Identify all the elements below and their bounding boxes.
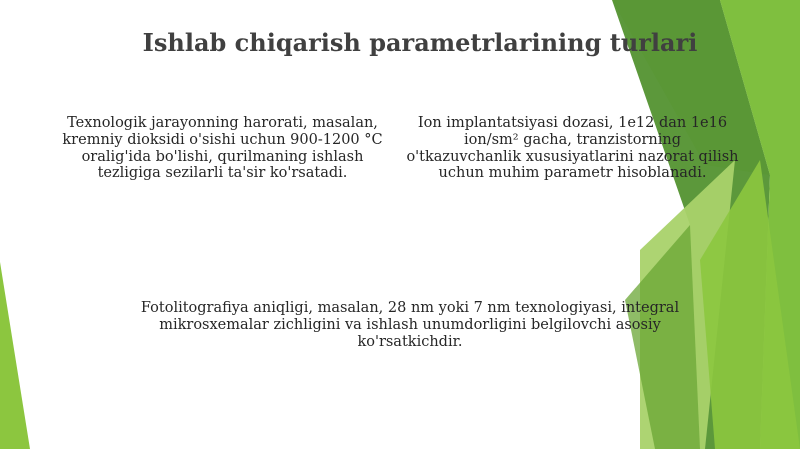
text-block-ion-implantation: Ion implantatsiyasi dozasi, 1e12 dan 1e16 ion/sm² gacha, tranzistorning o'tkazuvchanlik xususiyatlarini nazorat qilish uchun muhim parametr hisoblanadi.: [406, 115, 739, 182]
text-block-photolithography: Fotolitografiya aniqligi, masalan, 28 nm yoki 7 nm texnologiyasi, integral mikrosxemalar zichligini va ishlash unumdorligini belgilovchi asosiy ko'rsatkichdir.: [140, 300, 680, 350]
text-block-temperature: Texnologik jarayonning harorati, masalan, kremniy dioksidi o'sishi uchun 900-1200 °C oralig'ida bo'lishi, qurilmaning ishlash tezligiga sezilarli ta'sir ko'rsatadi.: [62, 115, 383, 182]
slide-title: Ishlab chiqarish parametrlarining turlari: [142, 28, 698, 57]
left-green-sliver: [0, 262, 30, 449]
